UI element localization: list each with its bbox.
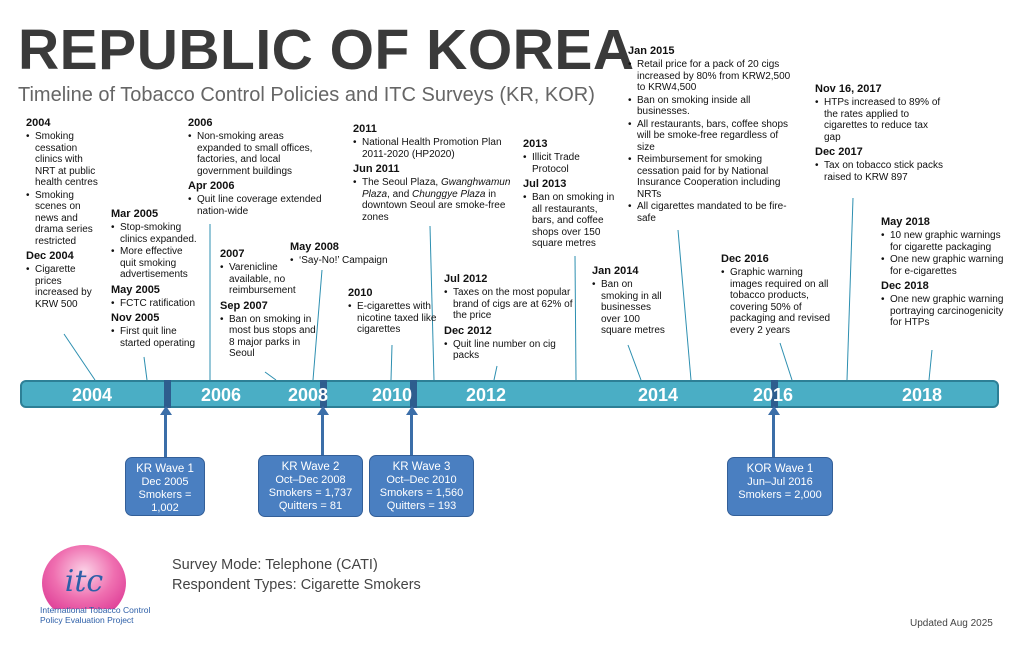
event-date: Nov 16, 2017 (815, 83, 882, 95)
year-label: 2016 (753, 385, 794, 405)
event-date: Dec 2018 (881, 280, 929, 292)
event-item: • 10 new graphic warnings for cigarette packaging (881, 230, 1009, 253)
event-date: May 2008 (290, 241, 339, 253)
logo-line: International Tobacco Control (40, 605, 151, 615)
event-2017 (815, 83, 943, 184)
event-list (523, 152, 617, 175)
event-list (444, 339, 576, 362)
leader-line (494, 366, 497, 380)
wave-box-kr3 (369, 455, 474, 517)
leader-line (391, 345, 392, 380)
event-item: • Ban on smoking in all businesses over 100 square metres (592, 279, 670, 337)
year-label: 2008 (288, 385, 329, 405)
event-item: • Stop-smoking clinics expanded. (111, 222, 199, 245)
wave-line: Oct–Dec 2008 (275, 474, 346, 486)
event-item: • Cigarette prices increased by KRW 500 (26, 264, 104, 310)
event-date: Jan 2014 (592, 265, 639, 277)
wave-arrow (321, 414, 324, 456)
event-2015 (628, 45, 798, 225)
event-item: • National Health Promotion Plan 2011-2020 (HP2020) (353, 137, 515, 160)
event-item: • Smoking cessation clinics with NRT at public health centres (26, 131, 104, 189)
event-item: • Ban on smoking in all restaurants, bars, and coffee shops over 150 square metres (523, 192, 617, 250)
event-2012 (444, 273, 576, 363)
event-date: 2006 (188, 117, 213, 129)
event-item: • Varenicline available, no reimbursement (220, 262, 316, 297)
event-list (26, 264, 104, 310)
event-list (523, 192, 617, 250)
event-2005 (111, 208, 199, 350)
timeline-bar (20, 380, 999, 408)
event-list (111, 326, 199, 349)
event-2011 (353, 123, 515, 224)
event-2010 (348, 287, 440, 337)
event-date: 2010 (348, 287, 373, 299)
wave-line: Smokers = 1,737 (268, 487, 353, 499)
event-list (111, 298, 199, 310)
leader-line (678, 230, 691, 380)
event-list (353, 177, 515, 223)
year-label: 2018 (902, 385, 943, 405)
event-list (444, 287, 576, 322)
event-list (628, 59, 798, 224)
leader-line (929, 350, 932, 380)
event-list (353, 137, 515, 160)
event-item: • The Seoul Plaza, Gwanghwamun Plaza, and Chunggye Plaza in downtown Seoul are smoke-free zones (353, 177, 515, 223)
wave-title: KR Wave 3 (392, 461, 451, 473)
wave-line: Quitters = 81 (278, 500, 343, 512)
wave-line: Jun–Jul 2016 (747, 476, 813, 488)
event-list (815, 97, 943, 143)
event-date: Dec 2004 (26, 250, 74, 262)
event-date: Sep 2007 (220, 299, 268, 312)
event-list (815, 160, 943, 183)
leader-line (64, 334, 95, 380)
year-label: 2012 (466, 385, 507, 405)
event-date: May 2005 (111, 283, 160, 296)
wave-line: Dec 2005 (141, 476, 189, 488)
year-label: 2004 (72, 385, 113, 405)
event-2004 (26, 117, 104, 311)
wave-title: KR Wave 1 (136, 463, 194, 475)
event-list (188, 131, 330, 177)
event-item: • Taxes on the most popular brand of cigs are at 62% of the price (444, 287, 576, 322)
event-date: Nov 2005 (111, 312, 160, 324)
leader-line (628, 345, 641, 380)
wave-title: KR Wave 2 (281, 461, 340, 473)
event-date: Apr 2006 (188, 180, 235, 192)
leader-line (780, 343, 792, 380)
event-item: • One new graphic warning for e-cigarettes (881, 254, 1009, 277)
event-list (881, 294, 1009, 329)
event-list (348, 301, 440, 336)
event-2008 (290, 241, 400, 268)
event-date: 2004 (26, 117, 51, 129)
wave-line: Smokers = 1,002 (138, 489, 192, 514)
itc-logo-icon (40, 543, 128, 609)
event-item: • Graphic warning images required on all tobacco products, covering 50% of packaging and revised every 2 years (721, 267, 835, 336)
leader-line (847, 198, 853, 380)
event-list (881, 230, 1009, 277)
respondent-types: Respondent Types: Cigarette Smokers (172, 577, 421, 593)
event-item: • Illicit Trade Protocol (523, 152, 617, 175)
event-list (188, 194, 330, 217)
event-item: • Reimbursement for smoking cessation paid for by National Insurance Cooperation including NRTs (628, 154, 798, 200)
wave-line: Smokers = 2,000 (738, 489, 822, 501)
logo-mark: itc (64, 564, 104, 599)
page-subtitle: Timeline of Tobacco Control Policies and ITC Surveys (KR, KOR) (18, 84, 595, 106)
event-item: • Tax on tobacco stick packs raised to KRW 897 (815, 160, 943, 183)
event-date: Dec 2016 (721, 253, 769, 265)
event-list (592, 279, 670, 337)
leader-line (144, 357, 147, 380)
survey-mode: Survey Mode: Telephone (CATI) (172, 557, 378, 573)
event-date: Dec 2012 (444, 324, 492, 337)
event-item: • FCTC ratification (111, 298, 199, 310)
event-list (26, 131, 104, 247)
event-item: • Smoking scenes on news and drama series restricted (26, 190, 104, 248)
year-label: 2006 (201, 385, 242, 405)
year-label: 2014 (638, 385, 679, 405)
wave-tick (164, 380, 171, 408)
event-date: Jan 2015 (628, 45, 675, 57)
event-2018 (881, 216, 1009, 330)
event-item: • Quit line number on cig packs (444, 339, 576, 362)
logo-caption (40, 605, 150, 625)
event-item: • Non-smoking areas expanded to small offices, factories, and local government buildings (188, 131, 330, 177)
event-2006 (188, 117, 330, 218)
event-item: • Retail price for a pack of 20 cigs increased by 80% from KRW2,500 to KRW4,500 (628, 59, 798, 94)
event-date: Jun 2011 (353, 163, 400, 175)
wave-line: Oct–Dec 2010 (386, 474, 457, 486)
year-label: 2010 (372, 385, 413, 405)
event-list (290, 255, 400, 267)
event-item: • More effective quit smoking advertisements (111, 246, 199, 281)
event-item: • One new graphic warning portraying carcinogenicity for HTPs (881, 294, 1009, 329)
wave-box-kor1 (727, 457, 833, 516)
event-item: • Ban on smoking inside all businesses. (628, 95, 798, 118)
event-item: • ‘Say-No!’ Campaign (290, 255, 400, 267)
event-item: • E-cigarettes with nicotine taxed like cigarettes (348, 301, 440, 336)
event-date: 2013 (523, 138, 548, 150)
event-date: Mar 2005 (111, 208, 159, 220)
wave-box-kr1 (125, 457, 205, 516)
event-item: • Ban on smoking in most bus stops and 8 major parks in Seoul (220, 314, 316, 360)
wave-line: Smokers = 1,560 (379, 487, 464, 499)
wave-arrow (772, 414, 775, 458)
event-date: 2011 (353, 123, 377, 135)
event-date: Dec 2017 (815, 146, 863, 158)
event-list (721, 267, 835, 336)
updated-note: Updated Aug 2025 (910, 618, 993, 629)
event-item: • All restaurants, bars, coffee shops will be smoke-free regardless of size (628, 119, 798, 154)
event-2016 (721, 253, 835, 337)
event-date: Jul 2012 (444, 273, 488, 285)
event-item: • All cigarettes mandated to be fire-safe (628, 201, 798, 224)
event-item: • Quit line coverage extended nation-wide (188, 194, 330, 217)
wave-title: KOR Wave 1 (746, 463, 814, 475)
event-list (220, 314, 316, 360)
event-list (111, 222, 199, 281)
event-item: • HTPs increased to 89% of the rates applied to cigarettes to reduce tax gap (815, 97, 943, 143)
survey-info (172, 555, 421, 595)
event-date: Jul 2013 (523, 178, 567, 190)
wave-box-kr2 (258, 455, 363, 517)
wave-arrow (164, 414, 167, 458)
leader-line (265, 372, 276, 380)
event-2013 (523, 138, 617, 251)
event-item: • First quit line started operating (111, 326, 199, 349)
event-date: May 2018 (881, 216, 930, 228)
event-2014 (592, 265, 670, 338)
event-date: 2007 (220, 248, 245, 260)
wave-arrow (410, 414, 413, 456)
page-title: REPUBLIC OF KOREA (18, 18, 635, 82)
logo-line: Policy Evaluation Project (40, 615, 134, 625)
wave-line: Quitters = 193 (386, 500, 457, 512)
